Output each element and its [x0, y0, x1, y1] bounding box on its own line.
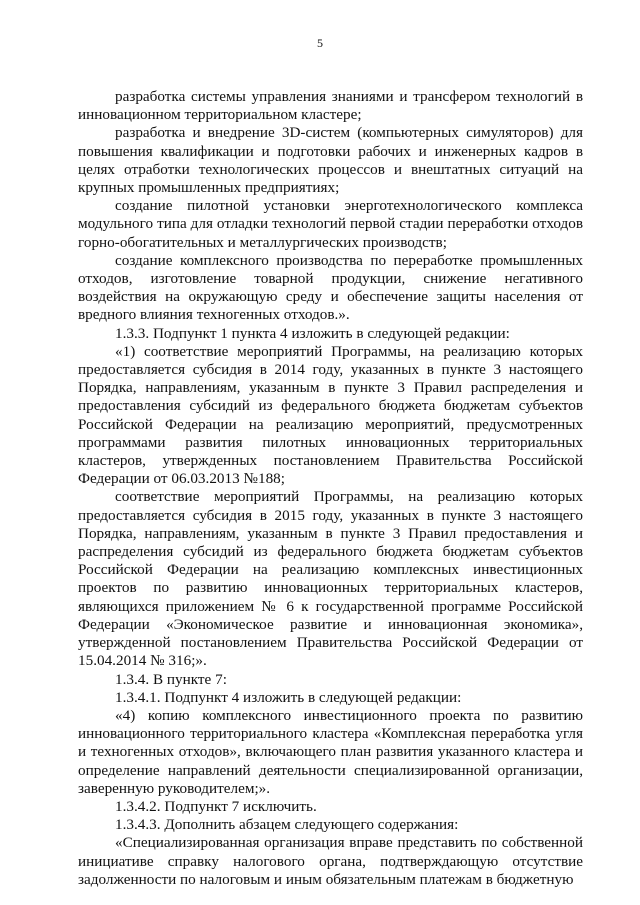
paragraph-subsidy-2014: «1) соответствие мероприятий Программы, на реализацию которых предоставляется субсидия в 2014 году, указанных в пункте 3 настоящего Порядка, направлениям, указанным в пункте 3 Правил распределения и предоставления субсидий из федерального бюджета бюджетам субъектов Российской Федерации на реализацию мероприятий, предусмотренных программами развития пилотных инновационных территориальных кластеров, утвержденных постановлением Правительства Российской Федерации от 06.03.2013 №188; [78, 342, 583, 488]
clause-1-3-3: 1.3.3. Подпункт 1 пункта 4 изложить в следующей редакции: [115, 324, 510, 342]
paragraph-tax-certificate: «Специализированная организация вправе представить по собственной инициативе справку налогового органа, подтверждающую отсутствие задолженности по налоговым и иным обязательным платежам в бюджетную [78, 834, 583, 888]
document-body [78, 88, 583, 889]
clause-1-3-4-1: 1.3.4.1. Подпункт 4 изложить в следующей редакции: [115, 688, 462, 706]
paragraph-waste-processing: создание комплексного производства по переработке промышленных отходов, изготовление товарной продукции, снижение негативного воздействия на окружающую среду и обеспечение защиты населения от вредного влияния техногенных отходов.». [78, 251, 583, 324]
paragraph-knowledge-management: разработка системы управления знаниями и трансфером технологий в инновационном территориальном кластере; [78, 88, 583, 124]
paragraph-subsidy-2015: соответствие мероприятий Программы, на реализацию которых предоставляется субсидия в 2015 году, указанных в пункте 3 настоящего Порядка, направлениям, указанным в пункте 3 Правил предоставления и распределения субсидий из федерального бюджета бюджетам субъектов Российской Федерации на реализацию комплексных инвестиционных проектов по развитию инновационных территориальных кластеров, являющихся приложением № 6 к государственной программе Российской Федерации «Экономическое развитие и инновационная экономика», утвержденной постановлением Правительства Российской Федерации от 15.04.2014 № 316;». [78, 488, 583, 670]
clause-1-3-4: 1.3.4. В пункте 7: [115, 670, 227, 688]
paragraph-3d-systems: разработка и внедрение 3D-систем (компьютерных симуляторов) для повышения квалификации и подготовки рабочих и инженерных кадров в целях отработки технологических процессов и внештатных ситуаций на крупных промышленных предприятиях; [78, 124, 583, 197]
page-number: 5 [317, 36, 323, 50]
paragraph-pilot-installation: создание пилотной установки энерготехнологического комплекса модульного типа для отладки технологий первой стадии переработки отходов горно-обогатительных и металлургических производств; [78, 197, 583, 251]
clause-1-3-4-2: 1.3.4.2. Подпункт 7 исключить. [115, 797, 317, 815]
paragraph-project-copy: «4) копию комплексного инвестиционного проекта по развитию инновационного территориального кластера «Комплексная переработка угля и техногенных отходов», включающего план развития указанного кластера и определение направлений деятельности специализированной организации, заверенную руководителем;». [78, 706, 583, 797]
clause-1-3-4-3: 1.3.4.3. Дополнить абзацем следующего содержания: [115, 816, 459, 834]
